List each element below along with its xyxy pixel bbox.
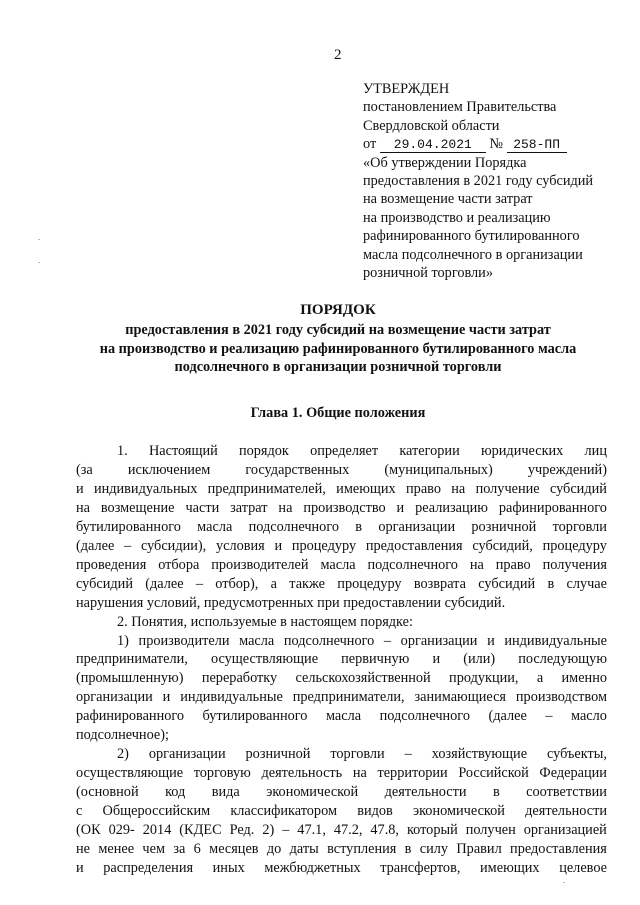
- title-line: на производство и реализацию рафинированного бутилированного масла: [99, 340, 577, 357]
- body-line: (далее – субсидии), условия и процедуру предоставления субсидий, процедуру: [76, 537, 607, 554]
- approval-date: 29.04.2021: [380, 138, 486, 153]
- approval-reference-line: предоставления в 2021 году субсидий: [363, 173, 594, 190]
- body-line: 2. Понятия, используемые в настоящем порядке:: [117, 613, 413, 630]
- body-line: организации и индивидуальные предприниматели, занимающиеся производством: [76, 689, 607, 706]
- body-line: (основной код вида экономической деятельности в соответствии: [76, 784, 607, 801]
- body-line: (за исключением государственных (муниципальных) учреждений): [76, 461, 607, 478]
- body-line: 1) производители масла подсолнечного – организации и индивидуальные: [117, 632, 607, 649]
- date-prefix: от: [363, 136, 377, 153]
- approval-line: постановлением Правительства: [363, 99, 557, 116]
- approval-reference-line: на производство и реализацию: [363, 209, 551, 226]
- title-line: предоставления в 2021 году субсидий на возмещение части затрат: [125, 321, 551, 338]
- scan-mark: [38, 262, 40, 263]
- approval-reference-line: рафинированного бутилированного: [363, 228, 580, 245]
- body-line: с Общероссийским классификатором видов экономической деятельности: [76, 803, 607, 820]
- body-line: и распределения иных межбюджетных трансфертов, имеющих целевое: [76, 859, 607, 876]
- body-line: предприниматели, осуществляющие первичную и (или) последующую: [76, 651, 607, 668]
- chapter-heading: Глава 1. Общие положения: [250, 405, 426, 421]
- body-line: не менее чем за 6 месяцев до даты вступления в силу Правил предоставления: [76, 841, 607, 858]
- approval-reference-line: на возмещение части затрат: [363, 191, 533, 208]
- scan-mark: [38, 239, 40, 240]
- body-line: на возмещение части затрат на производство и реализацию рафинированного: [76, 499, 607, 516]
- body-text: [76, 442, 607, 878]
- body-line: и индивидуальных предпринимателей, имеющих право на получение субсидий: [76, 480, 607, 497]
- body-line: осуществляющие торговую деятельность на территории Российской Федерации: [76, 765, 607, 782]
- number-prefix: №: [489, 136, 504, 153]
- body-line: подсолнечное);: [76, 727, 169, 744]
- body-line: нарушения условий, предусмотренных при предоставлении субсидий.: [76, 594, 506, 611]
- scan-mark: [563, 882, 565, 883]
- document-title: [78, 301, 598, 377]
- body-line: бутилированного масла подсолнечного в организации розничной торговли: [76, 518, 607, 535]
- title-line: подсолнечного в организации розничной торговли: [174, 359, 502, 376]
- approval-reference-line: масла подсолнечного в организации: [363, 246, 583, 263]
- approval-date-line: [363, 135, 625, 153]
- body-line: 1. Настоящий порядок определяет категории юридических лиц: [117, 443, 607, 459]
- body-line: рафинированного бутилированного масла подсолнечного (далее – масло: [76, 708, 607, 725]
- approval-block: [363, 80, 625, 282]
- approval-reference-line: розничной торговли»: [363, 265, 493, 282]
- title-main: ПОРЯДОК: [300, 302, 376, 318]
- body-line: субсидий (далее – отбор), а также процедуру возврата субсидий в случае: [76, 575, 607, 592]
- body-line: 2) организации розничной торговли – хозяйствующие субъекты,: [117, 746, 607, 763]
- approval-line: Свердловской области: [363, 117, 500, 134]
- page-number: 2: [334, 47, 342, 63]
- body-line: проведения отбора производителей масла подсолнечного на право получения: [76, 556, 607, 573]
- approval-number: 258-ПП: [507, 138, 567, 153]
- body-line: (промышленную) переработку сельскохозяйственной продукции, а именно: [76, 670, 607, 687]
- approval-heading: УТВЕРЖДЕН: [363, 81, 450, 97]
- body-line: (ОК 029- 2014 (КДЕС Ред. 2) – 47.1, 47.2, 47.8, который получен организацией: [76, 822, 607, 839]
- approval-reference-line: «Об утверждении Порядка: [363, 154, 527, 171]
